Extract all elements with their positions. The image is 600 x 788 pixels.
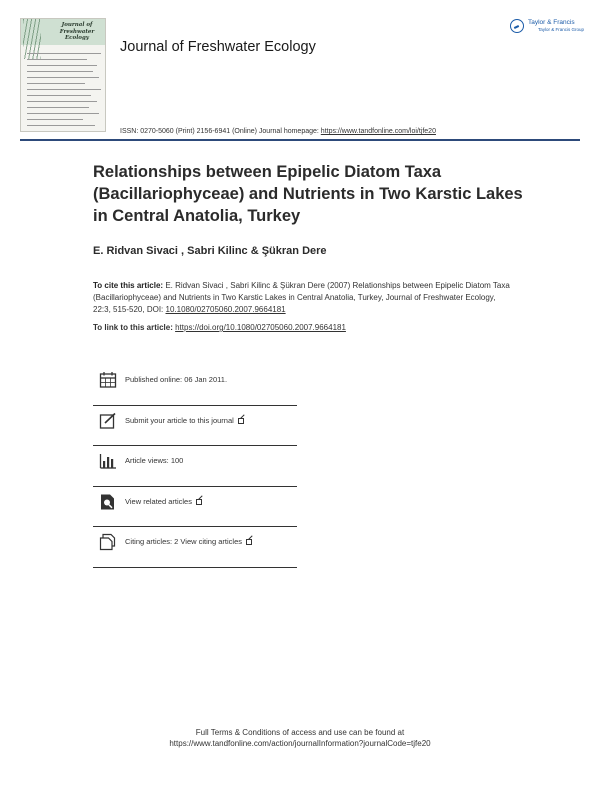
- citation-text: E. Ridvan Sivaci , Sabri Kilinc & Şükran Dere (2007) Relationships between Epipelic Diatom Taxa (Bacillariophyceae) and Nutrients in Two Karstic Lakes in Central Anatolia, Turkey, Journal of Freshwater Ecology, 22:3, 515-520, DOI:: [93, 281, 510, 314]
- cover-line: [27, 107, 89, 108]
- article-info-list: [93, 365, 297, 568]
- journal-name: Journal of Freshwater Ecology: [120, 39, 316, 55]
- footer-terms-text: Full Terms & Conditions of access and use can be found at: [195, 728, 405, 737]
- citation-label: To cite this article:: [93, 281, 166, 290]
- citing-icon: [99, 533, 117, 551]
- edit-icon: [99, 412, 117, 430]
- article-title: Relationships between Epipelic Diatom Taxa (Bacillariophyceae) and Nutrients in Two Karstic Lakes in Central Anatolia, Turkey: [93, 163, 523, 225]
- link-label: To link to this article:: [93, 323, 176, 332]
- cover-line: [27, 95, 91, 96]
- cover-line: [27, 65, 97, 66]
- external-link-icon: [196, 499, 202, 505]
- submit-article-link[interactable]: [125, 416, 244, 425]
- article-doi-url[interactable]: https://doi.org/10.1080/02705060.2007.9664181: [175, 323, 346, 332]
- article-authors: E. Ridvan Sivaci , Sabri Kilinc & Şükran Dere: [93, 245, 327, 257]
- article-link-line: [93, 323, 346, 332]
- header-rule: [20, 139, 580, 141]
- publisher-logo-sub: Taylor & Francis Group: [538, 27, 585, 32]
- published-date: Published online: 06 Jan 2011.: [125, 375, 228, 384]
- publisher-logo[interactable]: [510, 18, 585, 34]
- issn-text: ISSN: 0270-5060 (Print) 2156-6941 (Online) Journal homepage:: [120, 128, 321, 135]
- list-item-views: [93, 446, 297, 487]
- tf-logo-icon: [510, 19, 524, 33]
- cover-line: [27, 53, 101, 54]
- cover-line: [27, 89, 101, 90]
- bar-chart-icon: [99, 452, 117, 470]
- citing-articles-label: Citing articles: 2 View citing articles: [125, 537, 242, 546]
- article-views: Article views: 100: [125, 456, 184, 465]
- cover-line: [27, 77, 99, 78]
- issn-line: [120, 128, 436, 135]
- cover-line: [27, 71, 93, 72]
- footer: [0, 727, 600, 749]
- calendar-icon: [99, 371, 117, 389]
- citing-articles-link[interactable]: [125, 537, 252, 546]
- cover-line: [27, 83, 85, 84]
- cover-line: [27, 101, 97, 102]
- list-item-submit[interactable]: [93, 406, 297, 447]
- cover-line: [27, 125, 95, 126]
- list-item-published: [93, 365, 297, 406]
- list-item-citing[interactable]: [93, 527, 297, 568]
- submit-article-label: Submit your article to this journal: [125, 415, 234, 425]
- doi-link[interactable]: 10.1080/02705060.2007.9664181: [165, 305, 286, 314]
- search-document-icon: [99, 493, 117, 511]
- journal-cover-thumbnail: [20, 18, 106, 132]
- related-articles-link[interactable]: [125, 497, 202, 506]
- citation-block: [93, 280, 513, 316]
- related-articles-label: View related articles: [125, 496, 192, 506]
- cover-line: [27, 113, 99, 114]
- list-item-related[interactable]: [93, 487, 297, 528]
- external-link-icon: [246, 539, 252, 545]
- cover-title: Journal of Freshwater Ecology: [59, 22, 95, 41]
- journal-homepage-link[interactable]: https://www.tandfonline.com/loi/tjfe20: [320, 128, 436, 135]
- cover-line: [27, 59, 87, 60]
- publisher-logo-name: Taylor & Francis: [528, 19, 575, 26]
- external-link-icon: [238, 418, 244, 424]
- cover-line: [27, 119, 83, 120]
- footer-terms-link[interactable]: https://www.tandfonline.com/action/journalInformation?journalCode=tjfe20: [169, 739, 431, 748]
